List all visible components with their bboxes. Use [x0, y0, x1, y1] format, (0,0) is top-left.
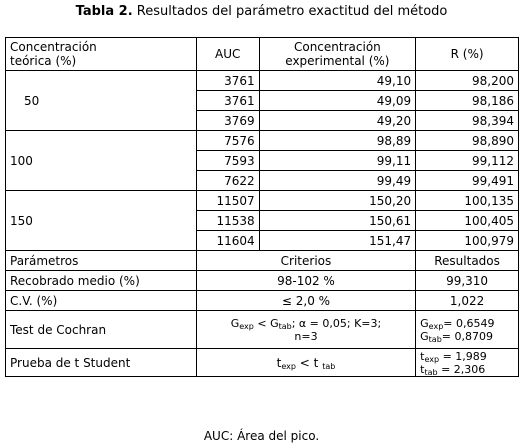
exp-cell: 150,20 — [259, 191, 416, 211]
r-cell: 98,186 — [416, 91, 519, 111]
cochran-criterio-line1 — [201, 317, 411, 330]
summary-row-recobrado — [6, 271, 519, 291]
exp-subscript: exp — [239, 321, 254, 331]
g-symbol: G — [420, 316, 429, 330]
summary-header-criterios: Criterios — [196, 251, 415, 271]
auc-cell: 7622 — [196, 171, 259, 191]
summary-row-cochran — [6, 311, 519, 349]
r-cell: 100,135 — [416, 191, 519, 211]
r-cell: 99,112 — [416, 151, 519, 171]
g-symbol: G — [420, 329, 429, 343]
student-result-line1 — [420, 350, 514, 363]
t-symbol: t — [313, 355, 319, 370]
results-table — [5, 37, 519, 377]
t-symbol: t — [420, 349, 425, 363]
resultado-cell — [416, 349, 519, 377]
criterio-cell: ≤ 2,0 % — [196, 291, 415, 311]
header-concentracion-teorica-line1: Concentración — [10, 40, 97, 54]
cochran-result-line1 — [420, 317, 514, 330]
student-result-line2 — [420, 363, 514, 376]
summary-header-row — [6, 251, 519, 271]
r-cell: 100,405 — [416, 211, 519, 231]
student-result-value1: = 1,989 — [442, 349, 487, 363]
header-r: R (%) — [416, 38, 519, 71]
r-cell: 100,979 — [416, 231, 519, 251]
student-result-value2: = 2,306 — [441, 362, 486, 376]
criterio-cell — [196, 311, 415, 349]
resultado-cell: 1,022 — [416, 291, 519, 311]
cochran-criterio-line2: n=3 — [294, 329, 318, 343]
header-concentracion-experimental-line1: Concentración — [293, 40, 381, 54]
lt-symbol: < — [257, 316, 267, 330]
exp-cell: 49,10 — [259, 71, 416, 91]
header-concentracion-teorica-line2: teórica (%) — [10, 54, 77, 68]
exp-cell: 99,11 — [259, 151, 416, 171]
g-symbol: G — [230, 316, 240, 330]
exp-cell: 99,49 — [259, 171, 416, 191]
table-title — [0, 4, 523, 20]
param-cell: Test de Cochran — [6, 311, 197, 349]
header-concentracion-teorica — [6, 38, 197, 71]
cochran-result-value2: = 0,8709 — [441, 329, 493, 343]
tab-subscript: tab — [278, 321, 292, 331]
r-cell: 98,394 — [416, 111, 519, 131]
table-row — [6, 71, 519, 91]
param-cell: Prueba de t Student — [6, 349, 197, 377]
r-cell: 98,200 — [416, 71, 519, 91]
criterio-cell: 98-102 % — [196, 271, 415, 291]
exp-cell: 49,09 — [259, 91, 416, 111]
cochran-result-line2 — [420, 330, 514, 343]
exp-cell: 150,61 — [259, 211, 416, 231]
exp-subscript: exp — [281, 361, 296, 371]
r-cell: 99,491 — [416, 171, 519, 191]
cochran-result-value1: = 0,6549 — [443, 316, 495, 330]
exp-subscript: exp — [428, 321, 444, 331]
tab-subscript: tab — [322, 361, 336, 371]
footnote: AUC: Área del pico. — [203, 429, 320, 443]
auc-cell: 7593 — [196, 151, 259, 171]
header-row — [6, 38, 519, 71]
auc-cell: 3769 — [196, 111, 259, 131]
cochran-criterio-rest: ; α = 0,05; K=3; — [291, 316, 382, 330]
table-row — [6, 191, 519, 211]
exp-subscript: exp — [424, 354, 440, 364]
auc-cell: 11507 — [196, 191, 259, 211]
concentration-cell: 100 — [6, 131, 197, 191]
g-symbol: G — [270, 316, 279, 330]
table-title-text: Resultados del parámetro exactitud del método — [136, 4, 448, 19]
exp-cell: 151,47 — [259, 231, 416, 251]
table-row — [6, 131, 519, 151]
param-cell: Recobrado medio (%) — [6, 271, 197, 291]
auc-cell: 3761 — [196, 91, 259, 111]
exp-cell: 98,89 — [259, 131, 416, 151]
header-concentracion-experimental — [259, 38, 416, 71]
r-cell: 98,890 — [416, 131, 519, 151]
header-concentracion-experimental-line2: experimental (%) — [285, 54, 390, 68]
summary-row-cv — [6, 291, 519, 311]
header-auc: AUC — [196, 38, 259, 71]
tab-subscript: tab — [424, 367, 438, 377]
auc-cell: 11604 — [196, 231, 259, 251]
concentration-cell: 150 — [6, 191, 197, 251]
criterio-cell — [196, 349, 415, 377]
tab-subscript: tab — [428, 334, 442, 344]
t-symbol: t — [420, 362, 425, 376]
summary-row-student — [6, 349, 519, 377]
lt-symbol: < — [299, 355, 310, 370]
resultado-cell — [416, 311, 519, 349]
param-cell: C.V. (%) — [6, 291, 197, 311]
t-symbol: t — [276, 355, 282, 370]
resultado-cell: 99,310 — [416, 271, 519, 291]
auc-cell: 11538 — [196, 211, 259, 231]
summary-header-parametros: Parámetros — [6, 251, 197, 271]
table-title-label: Tabla 2. — [75, 4, 133, 19]
auc-cell: 3761 — [196, 71, 259, 91]
concentration-cell: 50 — [6, 71, 197, 131]
auc-cell: 7576 — [196, 131, 259, 151]
summary-header-resultados: Resultados — [416, 251, 519, 271]
exp-cell: 49,20 — [259, 111, 416, 131]
